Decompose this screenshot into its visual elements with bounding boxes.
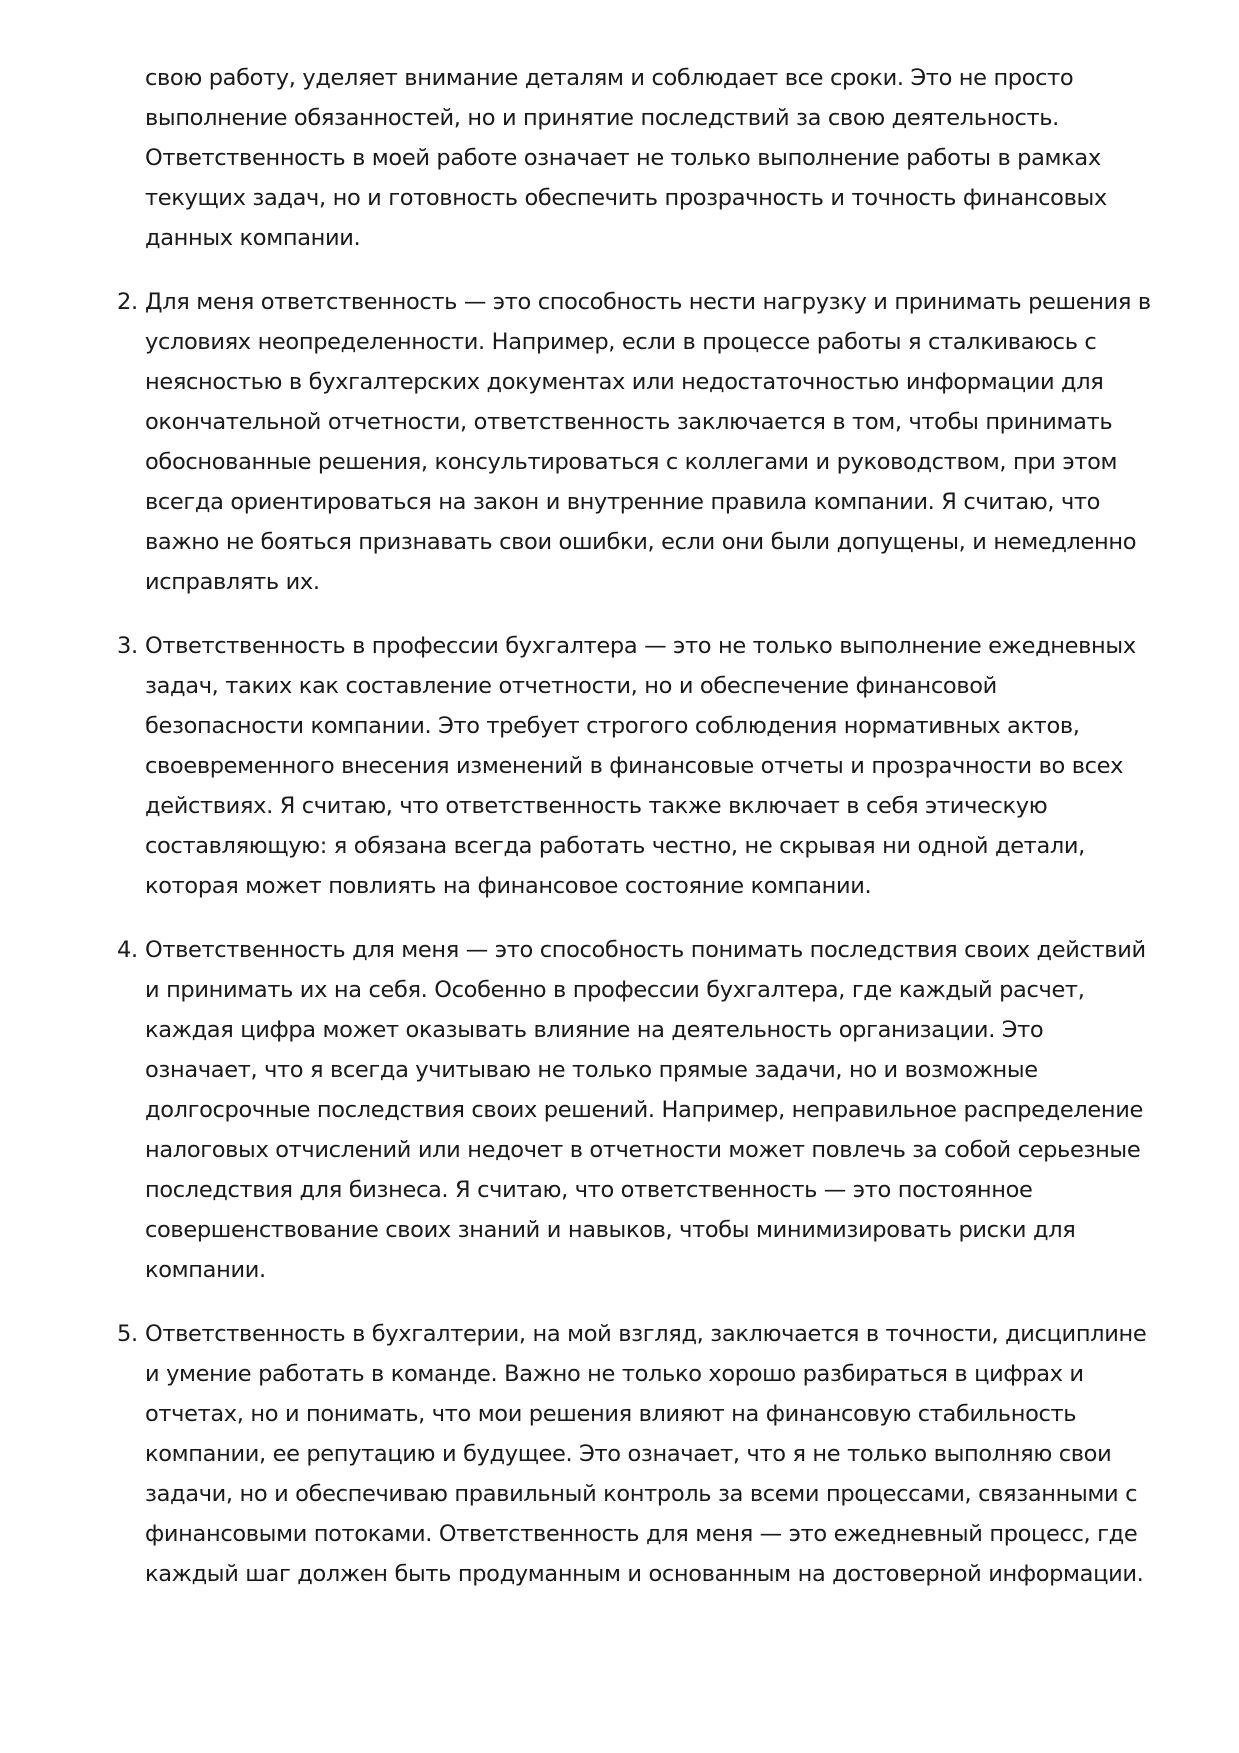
list-item-text: Ответственность для меня — это способность понимать последствия своих действий и принимать их на себя. Особенно в профессии бухгалтера, где каждый расчет, каждая цифра может оказывать влияние на деятельность организации. Это означает, что я всегда учитываю не только прямые задачи, но и возможные долгосрочные последствия своих решений. Например, неправильное распределение налоговых отчислений или недочет в отчетности может повлечь за собой серьезные последствия для бизнеса. Я считаю, что ответственность — это постоянное совершенствование своих знаний и навыков, чтобы минимизировать риски для компании.	[145, 937, 1146, 1283]
list-item-text: Для меня ответственность — это способность нести нагрузку и принимать решения в условиях неопределенности. Например, если в процессе работы я сталкиваюсь с неясностью в бухгалтерских документах или недостаточностью информации для окончательной отчетности, ответственность заключается в том, чтобы принимать обоснованные решения, консультироваться с коллегами и руководством, при этом всегда ориентироваться на закон и внутренние правила компании. Я считаю, что важно не бояться признавать свои ошибки, если они были допущены, и немедленно исправлять их.	[145, 289, 1151, 595]
document-body	[117, 58, 1155, 1618]
list-item-text: Ответственность в бухгалтерии, на мой взгляд, заключается в точности, дисциплине и умение работать в команде. Важно не только хорошо разбираться в цифрах и отчетах, но и понимать, что мои решения влияют на финансовую стабильность компании, ее репутацию и будущее. Это означает, что я не только выполняю свои задачи, но и обеспечиваю правильный контроль за всеми процессами, связанными с финансовыми потоками. Ответственность для меня — это ежедневный процесс, где каждый шаг должен быть продуманным и основанным на достоверной информации.	[145, 1321, 1147, 1587]
list-item-text: Ответственность в профессии бухгалтера — это не только выполнение ежедневных задач, таких как составление отчетности, но и обеспечение финансовой безопасности компании. Это требует строгого соблюдения нормативных актов, своевременного внесения изменений в финансовые отчеты и прозрачности во всех действиях. Я считаю, что ответственность также включает в себя этическую составляющую: я обязана всегда работать честно, не скрывая ни одной детали, которая может повлиять на финансовое состояние компании.	[145, 633, 1136, 899]
list-item-number: 4.	[117, 937, 138, 963]
list-item	[117, 1314, 1155, 1594]
list-item	[117, 626, 1155, 906]
continuation-paragraph: свою работу, уделяет внимание деталям и соблюдает все сроки. Это не просто выполнение обязанностей, но и принятие последствий за свою деятельность. Ответственность в моей работе означает не только выполнение работы в рамках текущих задач, но и готовность обеспечить прозрачность и точность финансовых данных компании.	[145, 65, 1107, 251]
list-item-number: 3.	[117, 633, 138, 659]
list-item-number: 5.	[117, 1321, 138, 1347]
list-item	[117, 930, 1155, 1290]
list-item-number: 2.	[117, 289, 138, 315]
list-item	[117, 282, 1155, 602]
